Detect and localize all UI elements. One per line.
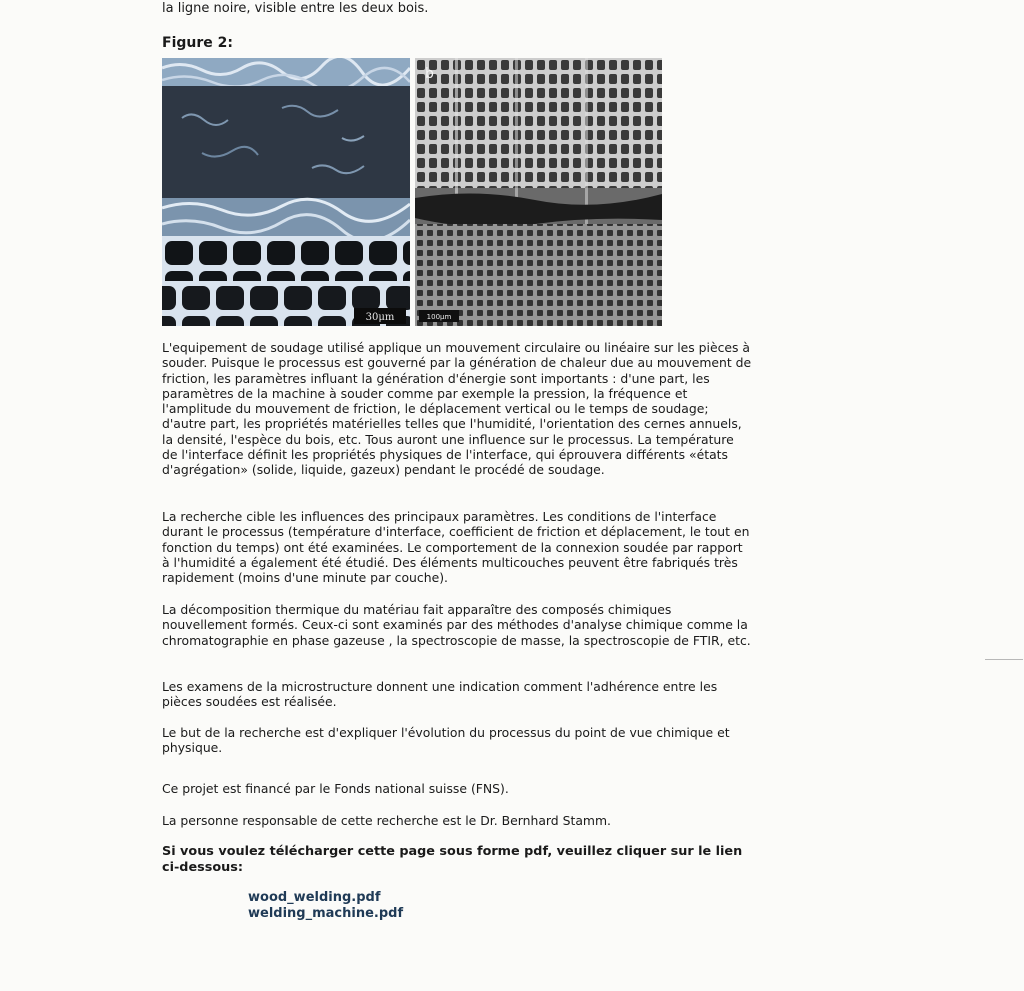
download-links (248, 890, 403, 922)
micrograph-a (162, 58, 410, 326)
paragraph-research-target: La recherche cible les influences des principaux paramètres. Les conditions de l'interface durant le processus (température d'interface, coefficient de friction et déplacement, le tout en fonction du temps) ont été examinées. Le comportement de la connexion soudée par rapport à l'humidité a également été étudié. Des éléments multicouches peuvent être fabriqués très rapidement (moins d'une minute par couche). (162, 509, 750, 586)
micrograph-b (415, 58, 662, 326)
paragraph-equipment: L'equipement de soudage utilisé applique un mouvement circulaire ou linéaire sur les pièces à souder. Puisque le processus est gouverné par la génération de chaleur due au mouvement de friction, les paramètres influant la génération d'énergie sont importants : d'une part, les paramètres de la machine à souder comme par exemple la pression, la fréquence et l'amplitude du mouvement de friction, le déplacement vertical ou le temps de soudage; d'autre part, les propriétés matérielles telles que l'humidité, l'orientation des cernes annuels, la densité, l'espèce du bois, etc. Tous auront une influence sur le processus. La température de l'interface définit les propriétés physiques de l'interface, qui éprouvera différents «états d'agrégation» (solide, liquide, gazeux) pendant le procédé de soudage. (162, 340, 752, 478)
panel-b-letter: b (425, 66, 434, 82)
paragraph-research-goal: Le but de la recherche est d'expliquer l'évolution du processus du point de vue chimique et physique. (162, 725, 730, 756)
wood-welding-pdf-link[interactable]: wood_welding.pdf (248, 890, 381, 905)
figure-2 (162, 58, 662, 326)
download-note: Si vous voulez télécharger cette page sous forme pdf, veuillez cliquer sur le lien ci-dessous: (162, 844, 743, 875)
scale-bar-b-label: 100μm (426, 313, 452, 321)
paragraph-responsible: La personne responsable de cette recherche est le Dr. Bernhard Stamm. (162, 813, 611, 828)
intro-tail-text: la ligne noire, visible entre les deux bois. (162, 1, 429, 16)
paragraph-thermal-decomposition: La décomposition thermique du matériau fait apparaître des composés chimiques nouvellement formés. Ceux-ci sont examinés par des méthodes d'analyse chimique comme la chromatographie en phase gazeuse , la spectroscopie de masse, la spectroscopie de FTIR, etc. (162, 602, 751, 648)
welding-machine-pdf-link[interactable]: welding_machine.pdf (248, 906, 404, 921)
paragraph-funding: Ce projet est financé par le Fonds national suisse (FNS). (162, 781, 509, 796)
scan-edge-mark (985, 659, 1023, 660)
paragraph-microstructure: Les examens de la microstructure donnent une indication comment l'adhérence entre les pièces soudées est réalisée. (162, 679, 718, 710)
scale-bar-a-label: 30μm (365, 312, 395, 323)
figure-label: Figure 2: (162, 35, 233, 51)
